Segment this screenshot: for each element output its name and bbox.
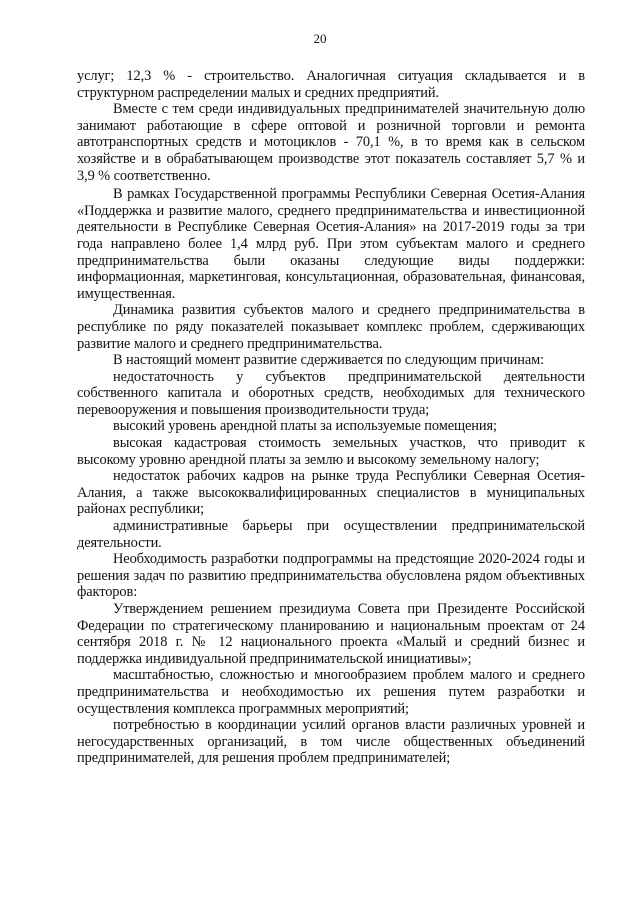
paragraph-necessity: Необходимость разработки подпрограммы на предстоящие 2020-2024 годы и решения задач по развитию предпринимательства обусловлена рядом объективных факторов: [77,551,585,601]
document-body [77,68,585,767]
paragraph-individual-entrepreneurs: Вместе с тем среди индивидуальных предпринимателей значительную долю занимают работающие в сфере оптовой и розничной торговли и ремонта автотранспортных средств и мотоциклов - 70,1 %, в то время как в сельском хозяйстве и в обрабатывающем производстве этот показатель составляет 5,7 % и 3,9 % соответственно. [77,101,585,184]
paragraph-reasons-intro: В настоящий момент развитие сдерживается по следующим причинам: [113,352,545,369]
paragraph-continuation: услуг; 12,3 % - строительство. Аналогичная ситуация складывается и в структурном распределении малых и средних предприятий. [77,68,585,101]
paragraph-state-program: В рамках Государственной программы Республики Северная Осетия-Алания «Поддержка и развитие малого, среднего предпринимательства и инвестиционной деятельности в Республике Северная Осетия-Алания» на 2017-2019 годы за три года направлено более 1,4 млрд руб. При этом субъектам малого и среднего предпринимательства были оказаны следующие виды поддержки: информационная, маркетинговая, консультационная, образовательная, финансовая, имущественная. [77,186,585,302]
list-item-workforce: недостаток рабочих кадров на рынке труда Республики Северная Осетия-Алания, а также высококвалифицированных специалистов в муниципальных районах республики; [77,468,585,518]
list-item-scale: масштабностью, сложностью и многообразием проблем малого и среднего предпринимательства и необходимостью их решения путем разработки и осуществления комплекса программных мероприятий; [77,667,585,717]
list-item-admin-barriers: административные барьеры при осуществлении предпринимательской деятельности. [77,518,585,551]
list-item-cadastral: высокая кадастровая стоимость земельных участков, что приводит к высокому уровню арендной платы за землю и высокому земельному налогу; [77,435,585,468]
list-item-coordination: потребностью в координации усилий органов власти различных уровней и негосударственных организаций, в том числе общественных объединений предпринимателей, для решения проблем предпринимателей; [77,717,585,767]
paragraph-dynamics: Динамика развития субъектов малого и среднего предпринимательства в республике по ряду показателей показывает комплекс проблем, сдерживающих развитие малого и среднего предпринимательства. [77,302,585,352]
list-item-capital: недостаточность у субъектов предпринимательской деятельности собственного капитала и оборотных средств, необходимых для технического перевооружения и повышения производительности труда; [77,368,585,418]
list-item-national-project: Утверждением решением президиума Совета при Президенте Российской Федерации по стратегическому планированию и национальным проектам от 24 сентября 2018 г. № 12 национального проекта «Малый и средний бизнес и поддержка индивидуальной предпринимательской инициативы»; [77,601,585,667]
list-item-rent: высокий уровень арендной платы за используемые помещения; [113,418,497,435]
page-number: 20 [313,31,327,46]
